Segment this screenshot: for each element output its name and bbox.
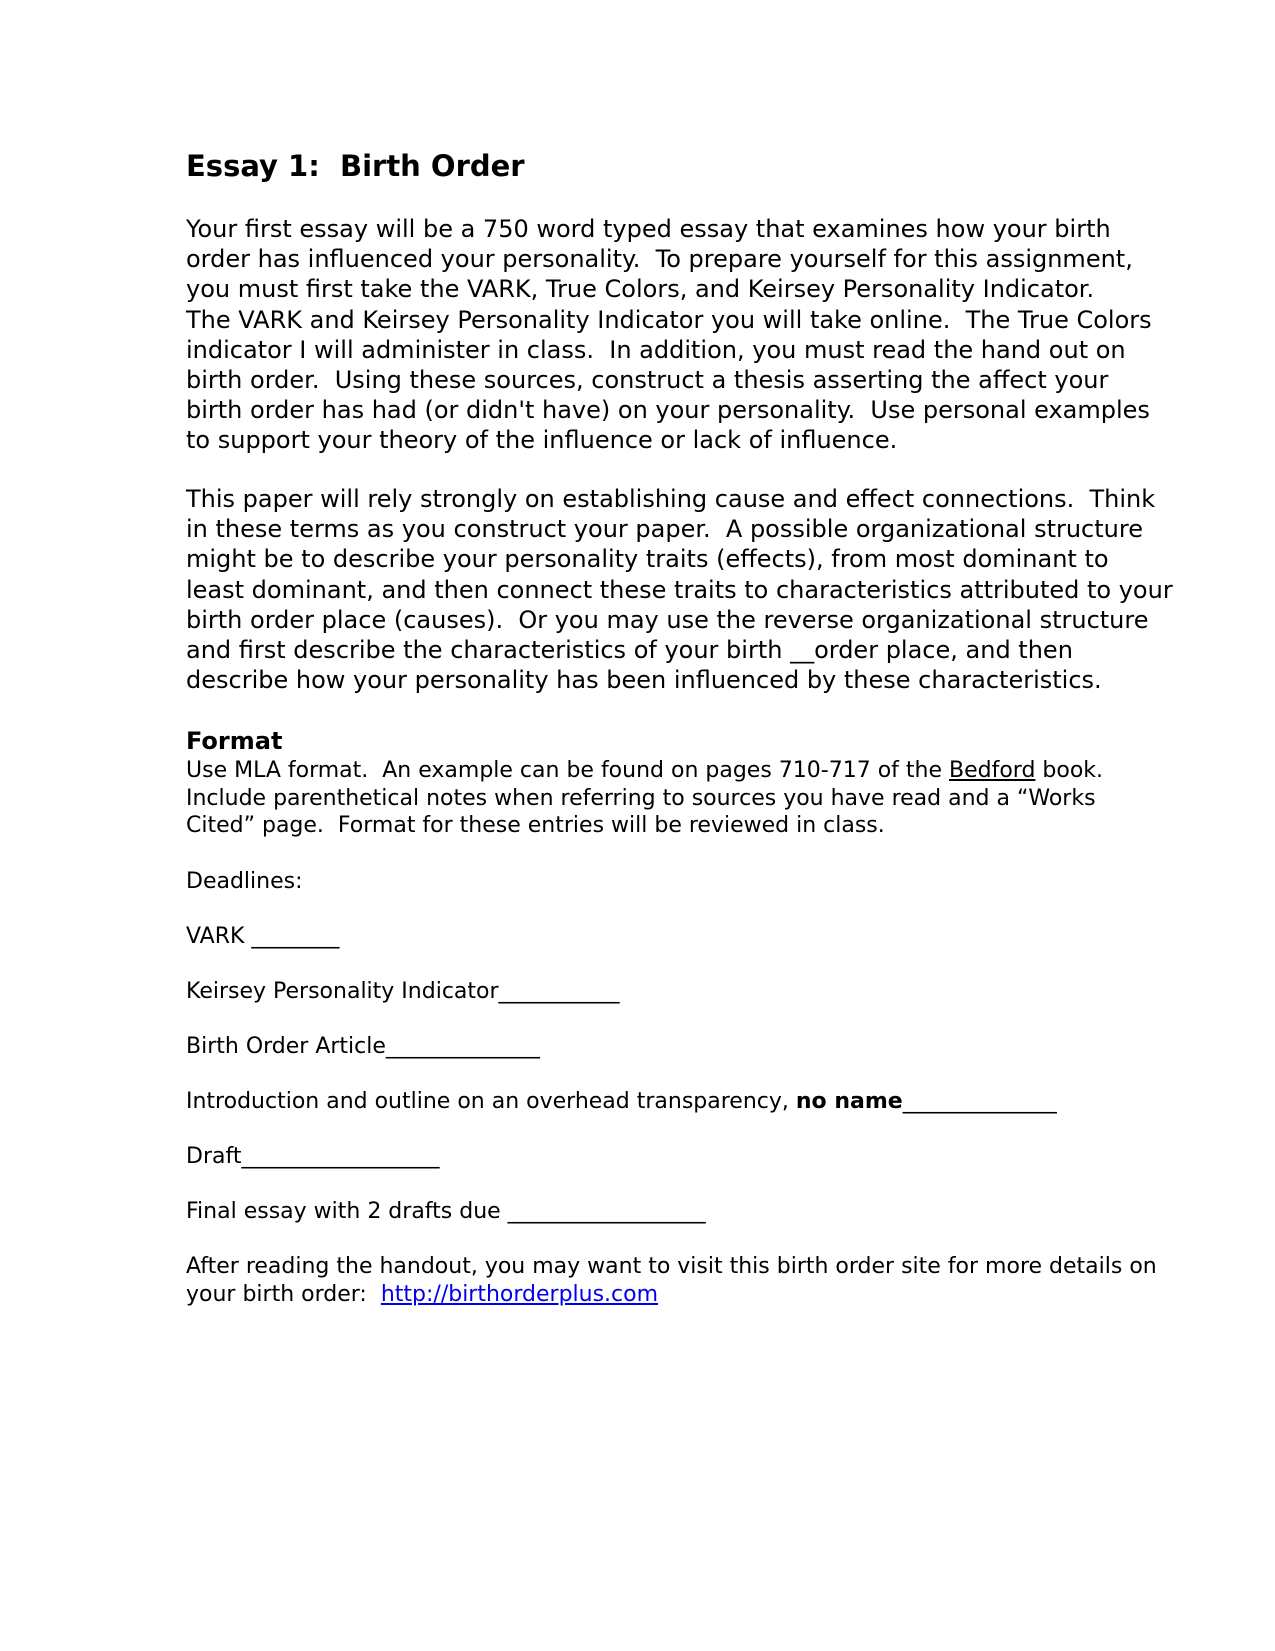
format-line: Cited” page. Format for these entries will be reviewed in class. (186, 813, 885, 838)
paragraph-line: and first describe the characteristics of your birth __order place, and then (186, 636, 1073, 665)
intro-paragraph (186, 214, 1152, 456)
deadline-introduction (186, 1088, 1057, 1115)
paragraph-line: to support your theory of the influence or lack of influence. (186, 426, 898, 455)
format-line-text: book. (1035, 758, 1104, 783)
essay-title: Essay 1: Birth Order (186, 149, 525, 183)
format-line: Include parenthetical notes when referring to sources you have read and a “Works (186, 785, 1096, 811)
deadlines-label: Deadlines: (186, 869, 303, 894)
paragraph-line: birth order. Using these sources, construct a thesis asserting the affect your (186, 366, 1109, 395)
paragraph-line: The VARK and Keirsey Personality Indicator you will take online. The True Colors (186, 305, 1152, 334)
paragraph-line: least dominant, and then connect these traits to characteristics attributed to your (186, 575, 1173, 604)
format-heading: Format (186, 727, 283, 755)
closing-line-text: your birth order: (186, 1281, 381, 1307)
deadline-draft: Draft__________________ (186, 1144, 440, 1169)
deadline-keirsey: Keirsey Personality Indicator___________ (186, 979, 620, 1004)
deadline-birth-order-article: Birth Order Article______________ (186, 1034, 540, 1059)
no-name-emphasis: no name (795, 1089, 903, 1114)
deadline-blank: ______________ (902, 1089, 1057, 1114)
paragraph-line: order has influenced your personality. To prepare yourself for this assignment, (186, 245, 1133, 274)
format-line (186, 757, 1103, 785)
structure-paragraph (186, 484, 1173, 695)
paragraph-line: might be to describe your personality traits (effects), from most dominant to (186, 545, 1109, 574)
paragraph-line: indicator I will administer in class. In addition, you must read the hand out on (186, 335, 1126, 364)
book-title: Bedford (949, 758, 1036, 783)
deadline-introduction-text: Introduction and outline on an overhead transparency, (186, 1089, 796, 1114)
format-line-text: Use MLA format. An example can be found on pages 710-717 of the (186, 758, 949, 783)
deadline-vark: VARK ________ (186, 924, 340, 949)
paragraph-line: Your first essay will be a 750 word typed essay that examines how your birth (186, 215, 1111, 243)
paragraph-line: you must first take the VARK, True Colors, and Keirsey Personality Indicator. (186, 275, 1095, 304)
closing-line: After reading the handout, you may want to visit this birth order site for more details on (186, 1254, 1157, 1279)
closing-note (186, 1253, 1157, 1308)
deadline-final-essay: Final essay with 2 drafts due __________________ (186, 1199, 706, 1224)
paragraph-line: This paper will rely strongly on establishing cause and effect connections. Think (186, 485, 1156, 513)
birth-order-site-link[interactable]: http://birthorderplus.com (380, 1281, 659, 1307)
paragraph-line: birth order has had (or didn't have) on your personality. Use personal examples (186, 396, 1150, 425)
paragraph-line: in these terms as you construct your paper. A possible organizational structure (186, 515, 1143, 544)
closing-line (186, 1281, 1157, 1309)
paragraph-line: describe how your personality has been influenced by these characteristics. (186, 666, 1102, 695)
format-body (186, 757, 1103, 840)
paragraph-line: birth order place (causes). Or you may use the reverse organizational structure (186, 605, 1149, 634)
